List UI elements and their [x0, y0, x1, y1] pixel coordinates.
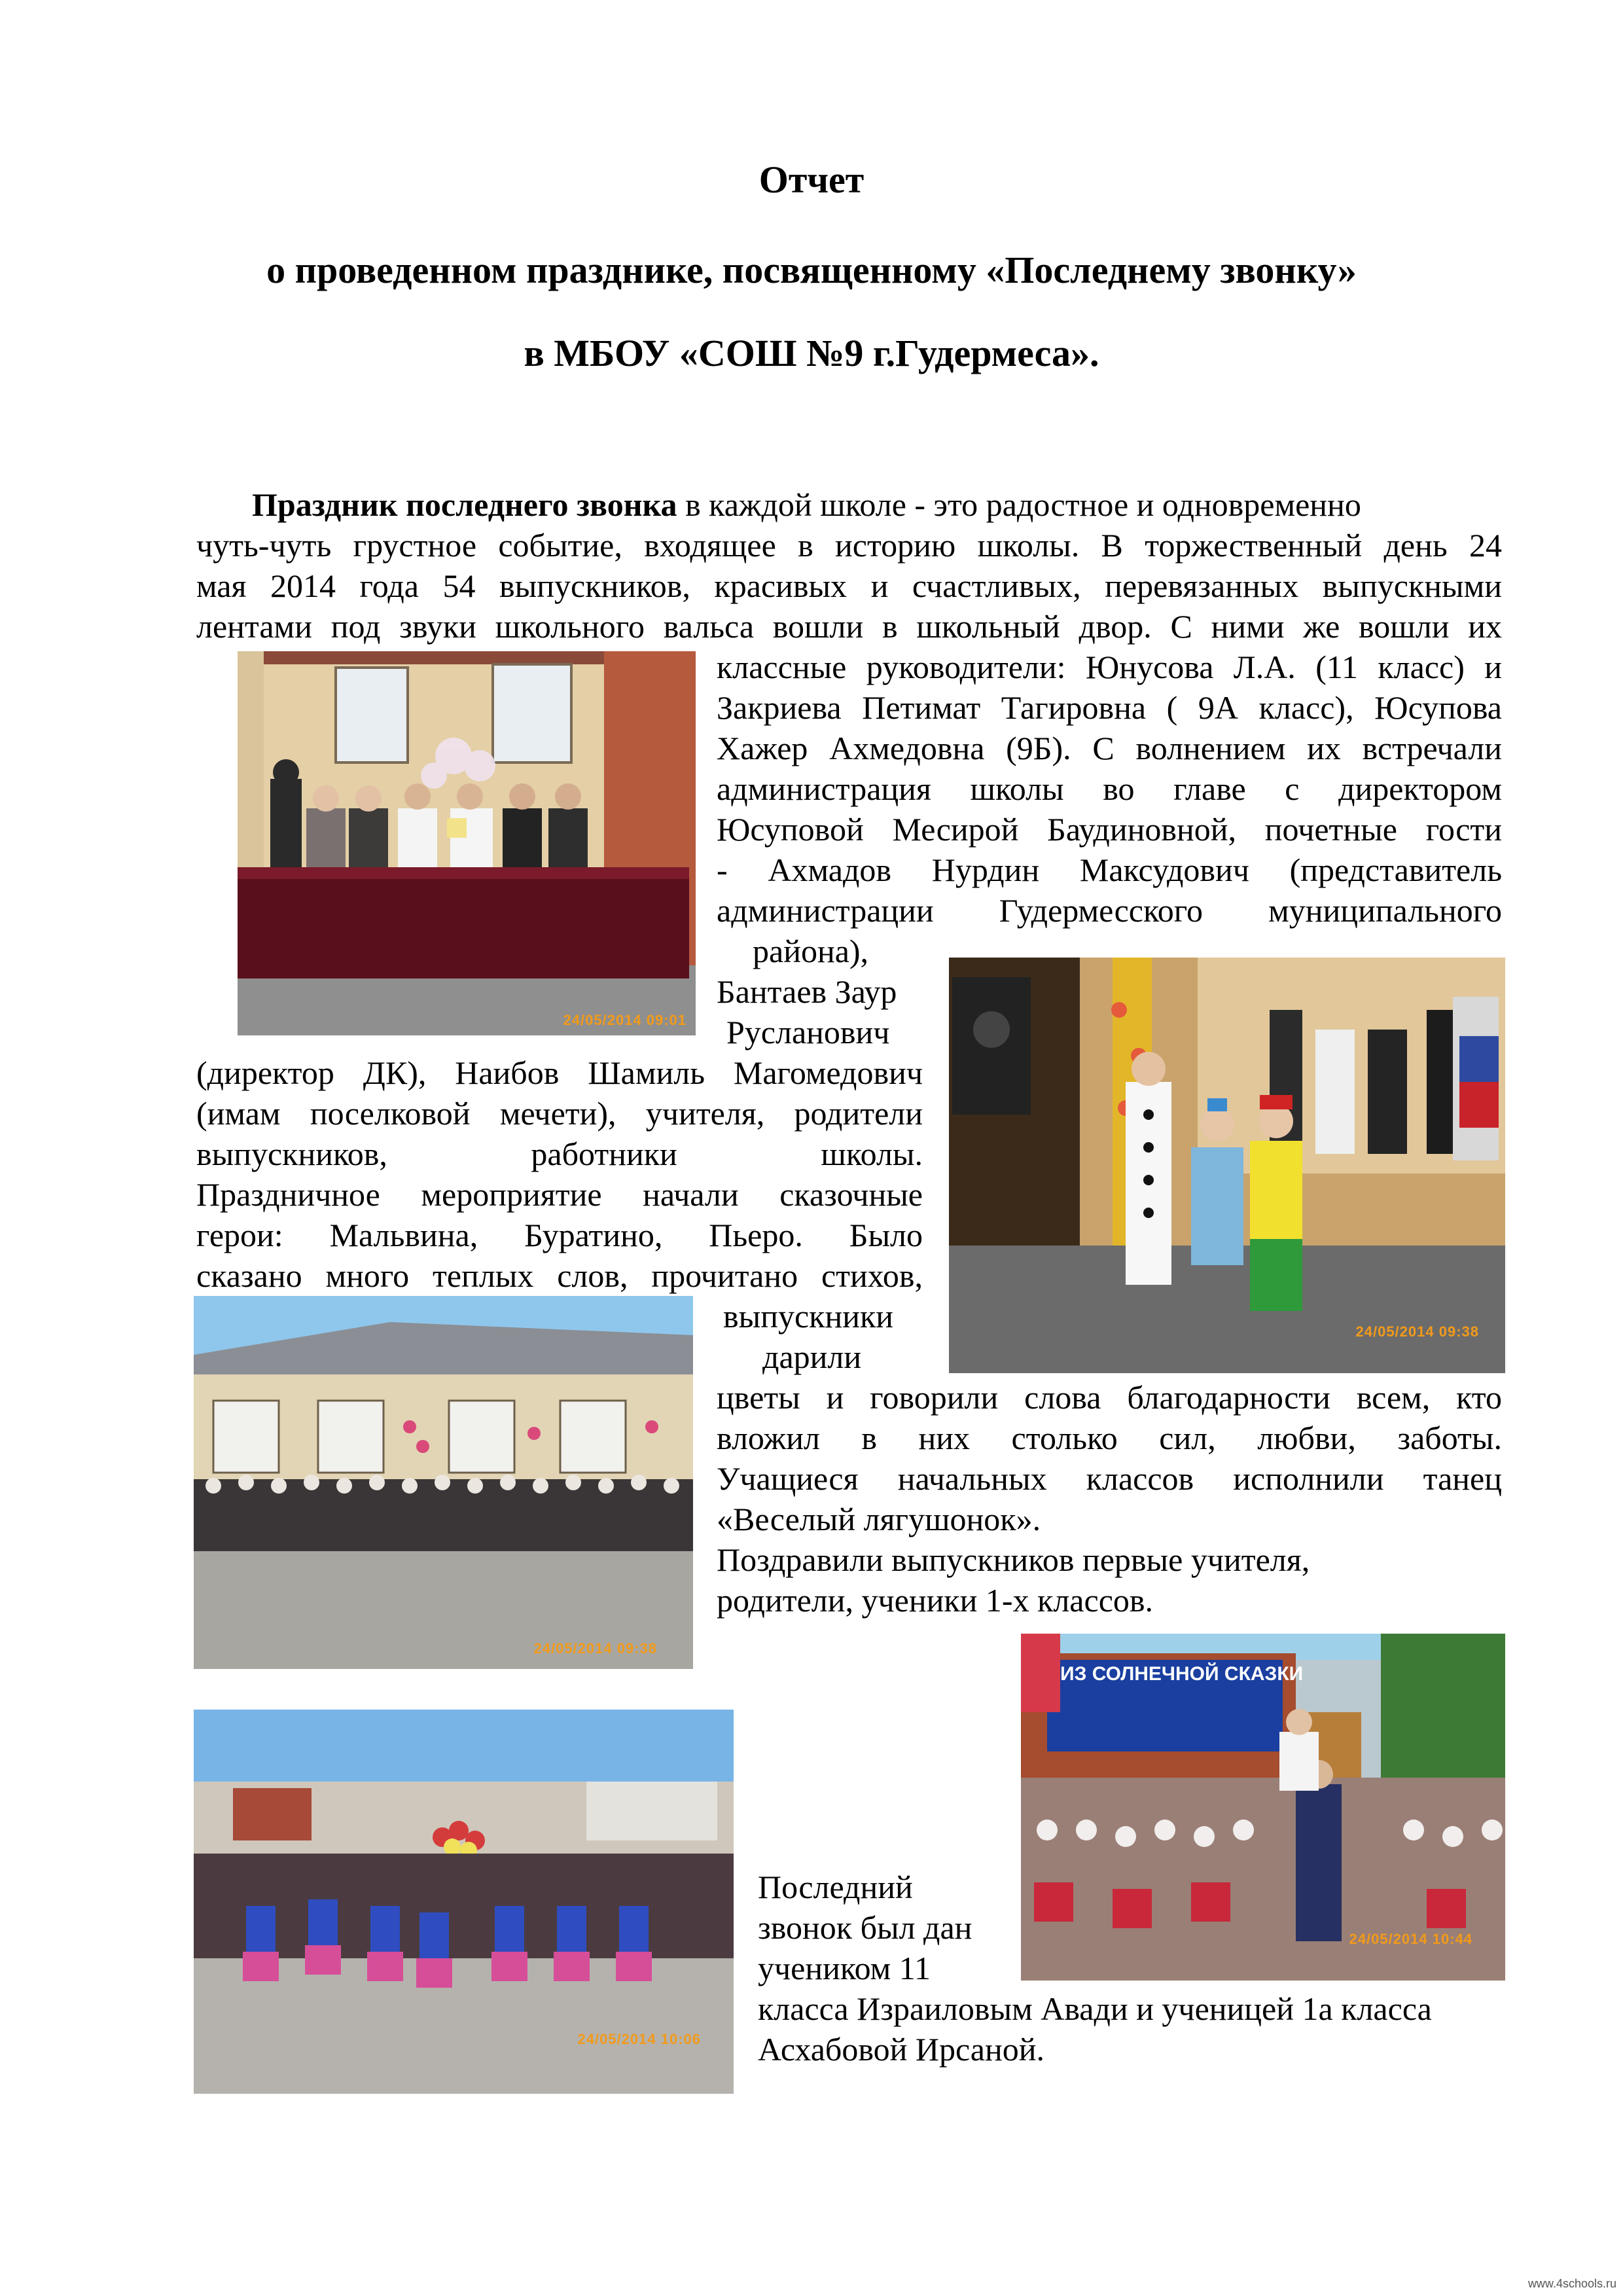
paragraph-lead: Праздник последнего звонка	[252, 486, 677, 523]
photo-presidium	[238, 651, 696, 1035]
paragraph-line-30: звонок был дан	[758, 1909, 972, 1946]
paragraph-line-2: чуть-чуть грустное событие, входящее в историю школы. В торжественный день 24	[196, 527, 1502, 564]
paragraph-line-6: Закриева Петимат Тагировна ( 9А класс), Юсупова	[717, 689, 1502, 726]
paragraph-line-10: - Ахмадов Нурдин Максудович (представитель	[717, 852, 1502, 888]
paragraph-line-13: Бантаев Заур	[717, 973, 897, 1010]
paragraph-line-21: выпускники	[723, 1298, 894, 1335]
paragraph-line-4: лентами под звуки школьного вальса вошли в школьный двор. С ними же вошли их	[196, 608, 1502, 645]
paragraph-line-9: Юсуповой Месирой Баудиновной, почетные гости	[717, 811, 1502, 848]
photo-banner-text: ИЗ СОЛНЕЧНОЙ СКАЗКИ	[1060, 1663, 1304, 1685]
paragraph-line-18: Праздничное мероприятие начали сказочные	[196, 1176, 923, 1213]
paragraph-line-23: цветы и говорили слова благодарности всем, кто	[717, 1379, 1502, 1416]
paragraph-line-24: вложил в них столько сил, любви, заботы.	[717, 1420, 1502, 1456]
paragraph-line-1	[252, 484, 1361, 525]
paragraph-lead-rest: в каждой школе - это радостное и одновременно	[677, 486, 1361, 523]
photo-date-stamp: 24/05/2014 09:38	[1355, 1323, 1479, 1340]
paragraph-line-20: сказано много теплых слов, прочитано стихов,	[196, 1257, 923, 1294]
photo-date-stamp: 24/05/2014 09:01	[563, 1012, 687, 1028]
paragraph-line-14: Русланович	[726, 1014, 890, 1050]
paragraph-line-26: «Веселый лягушонок».	[717, 1501, 1041, 1537]
paragraph-line-17: выпускников, работники школы.	[196, 1136, 923, 1172]
paragraph-line-15: (директор ДК), Наибов Шамиль Магомедович	[196, 1054, 923, 1091]
paragraph-line-28: родители, ученики 1-х классов.	[717, 1582, 1153, 1619]
paragraph-line-29: Последний	[758, 1869, 913, 1905]
paragraph-line-12: района),	[753, 933, 869, 969]
paragraph-line-11: администрации Гудермесского муниципального	[717, 892, 1502, 929]
paragraph-line-3: мая 2014 года 54 выпускников, красивых и счастливых, перевязанных выпускными	[196, 567, 1502, 604]
report-school: в МБОУ «СОШ №9 г.Гудермеса».	[524, 332, 1099, 374]
paragraph-line-27: Поздравили выпускников первые учителя,	[717, 1541, 1310, 1578]
photo-school-yard	[194, 1296, 693, 1669]
photo-date-stamp: 24/05/2014 09:38	[533, 1640, 657, 1657]
photo-date-stamp: 24/05/2014 10:44	[1349, 1931, 1472, 1947]
paragraph-line-16: (имам поселковой мечети), учителя, родители	[196, 1095, 923, 1132]
paragraph-line-19: герои: Мальвина, Буратино, Пьеро. Было	[196, 1217, 923, 1253]
paragraph-line-8: администрация школы во главе с директором	[717, 770, 1502, 807]
paragraph-line-31: учеником 11	[758, 1950, 931, 1986]
paragraph-line-33: Асхабовой Ирсаной.	[758, 2031, 1045, 2068]
photo-date-stamp: 24/05/2014 10:06	[577, 2031, 701, 2047]
photo-fairy-tale-heroes	[949, 958, 1505, 1373]
footer-site: www.4schools.ru	[1527, 2277, 1616, 2290]
paragraph-line-25: Учащиеся начальных классов исполнили танец	[717, 1460, 1502, 1497]
paragraph-line-32: класса Израиловым Авади и ученицей 1а класса	[758, 1990, 1432, 2027]
photo-last-bell	[1021, 1634, 1505, 1981]
report-subtitle: о проведенном празднике, посвященному «Последнему звонку»	[266, 249, 1357, 291]
paragraph-line-22: дарили	[762, 1338, 862, 1375]
photo-frog-dance	[194, 1710, 734, 2094]
paragraph-line-7: Хажер Ахмедовна (9Б). С волнением их встречали	[717, 730, 1502, 766]
paragraph-line-5: классные руководители: Юнусова Л.А. (11 класс) и	[717, 649, 1502, 685]
report-title: Отчет	[758, 158, 865, 201]
